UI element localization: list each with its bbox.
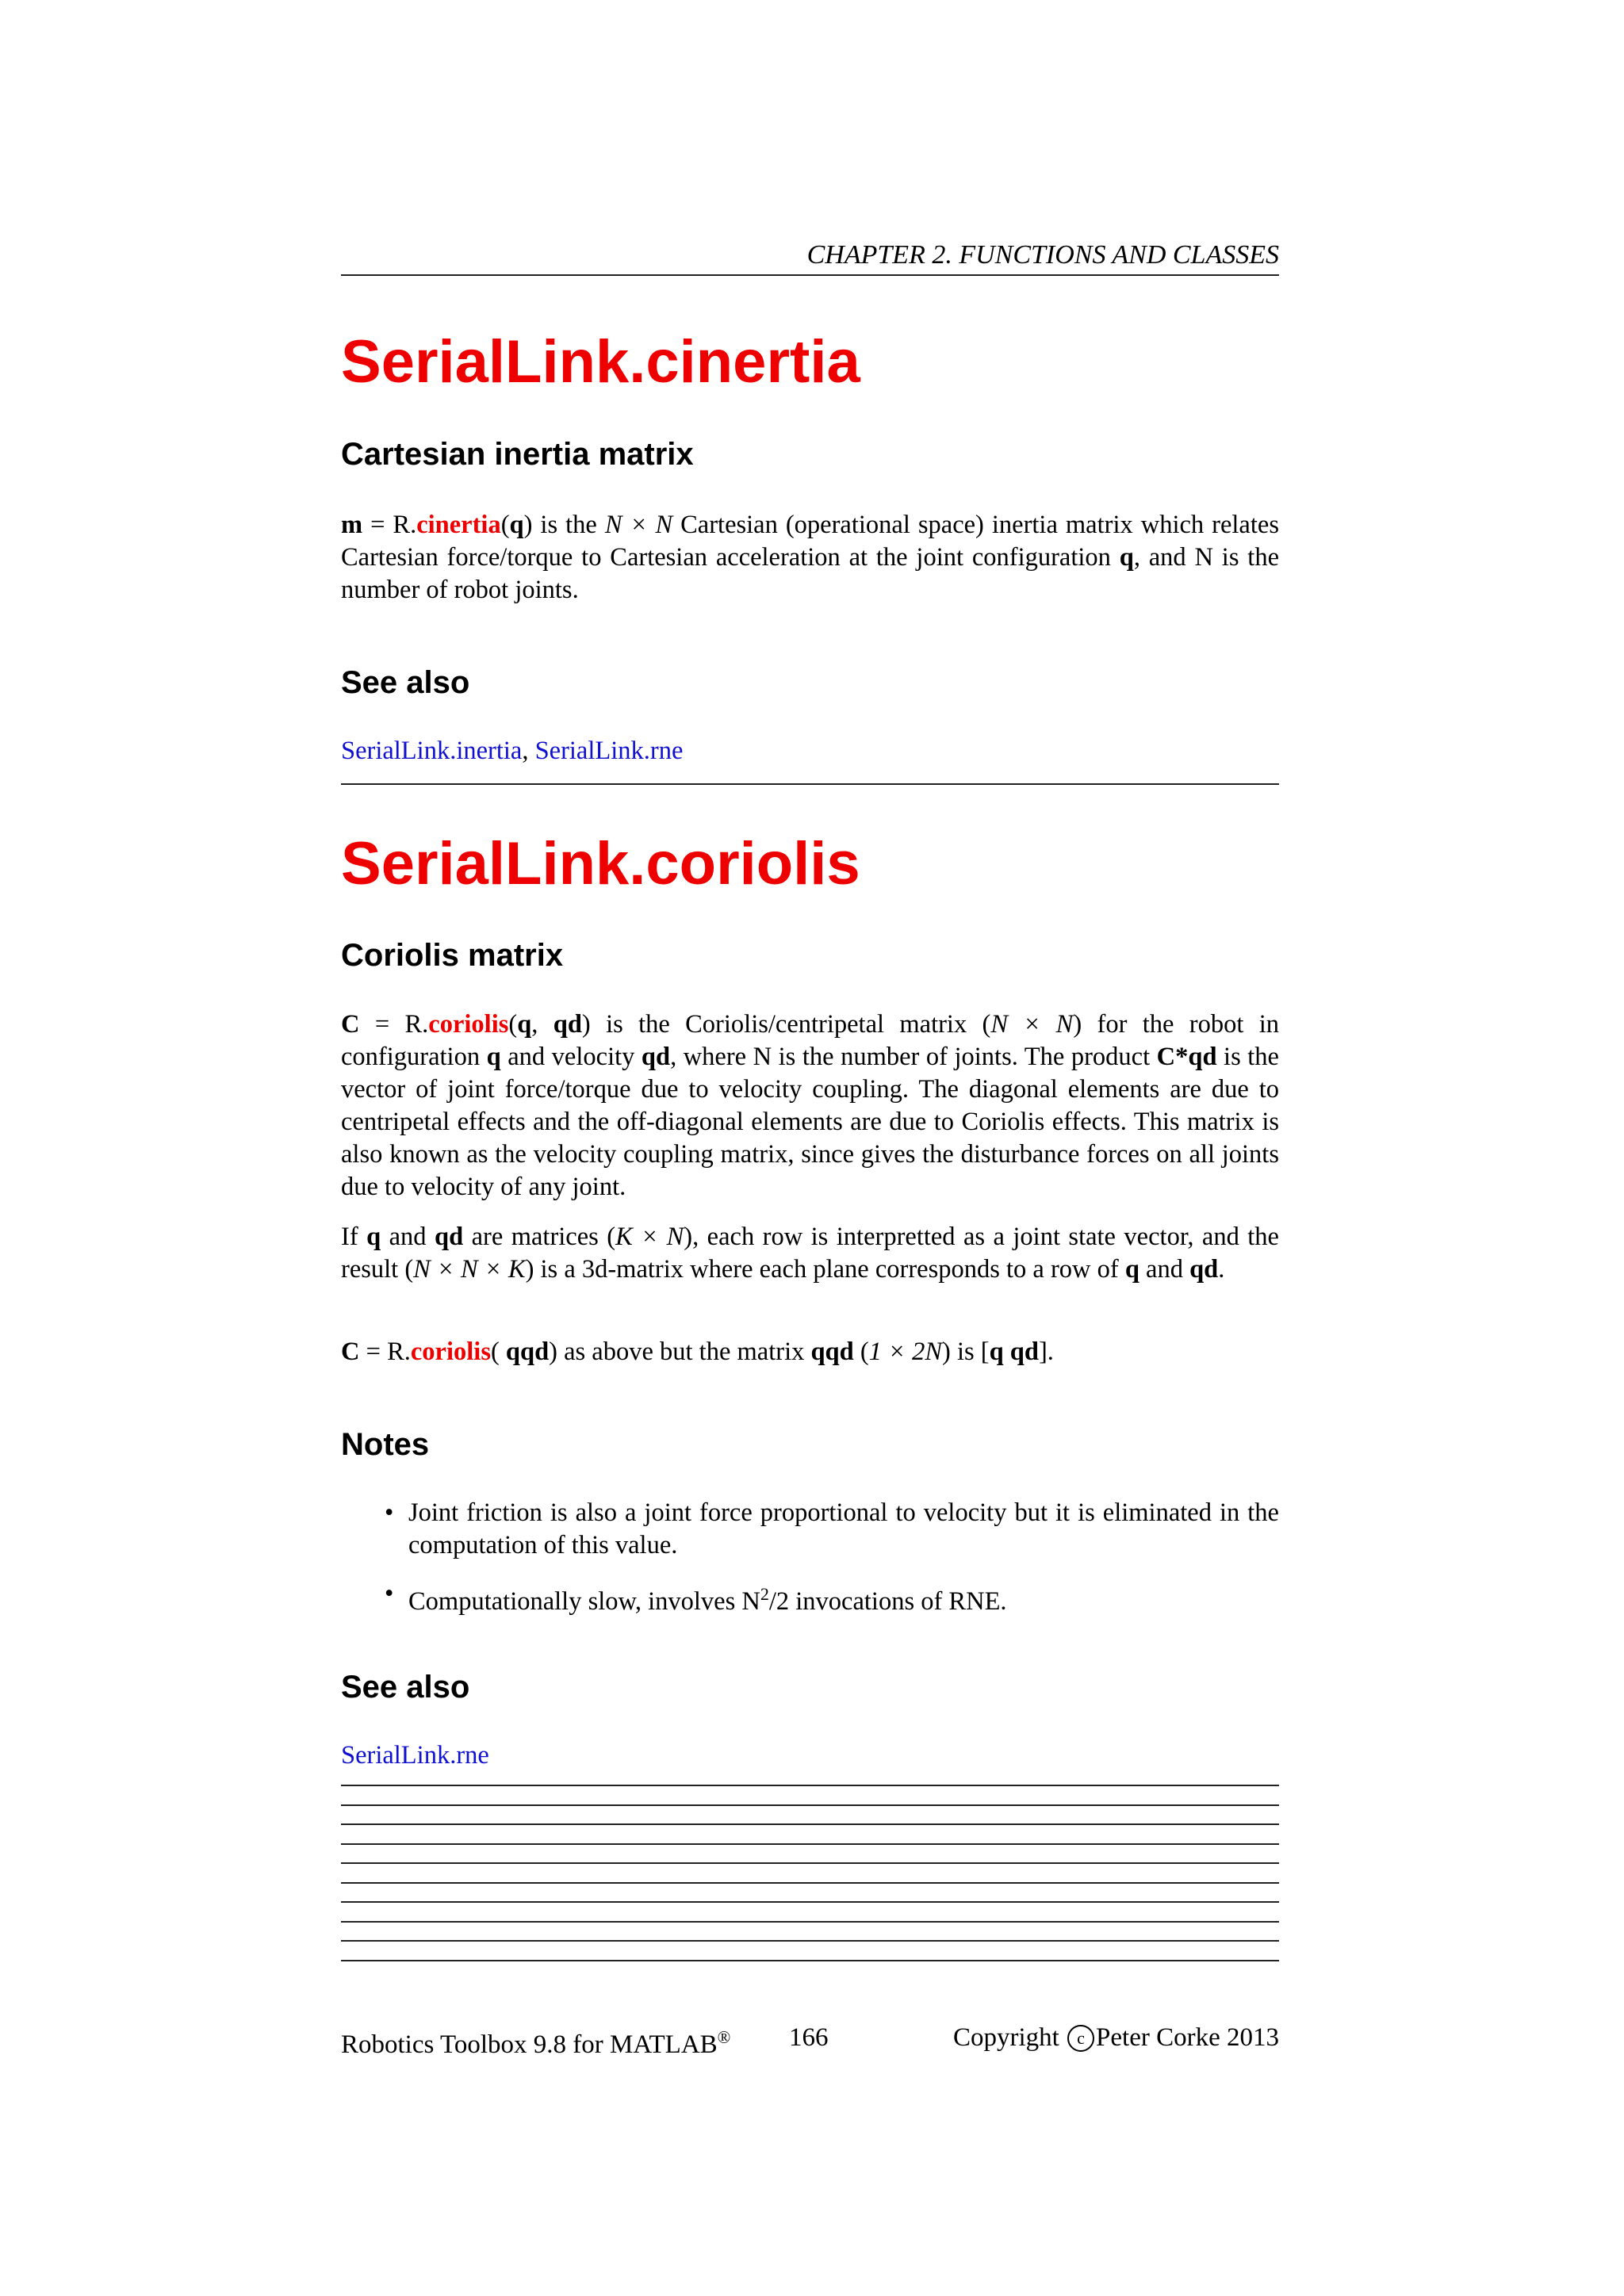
coriolis-qqd-description: C = R.coriolis( qqd) as above but the matrix qqd (1 × 2N) is [q qd]. xyxy=(341,1337,1054,1366)
footer-title: Robotics Toolbox 9.8 for MATLAB® xyxy=(341,2027,731,2059)
divider xyxy=(341,1785,1279,1786)
math-expression: N × N xyxy=(990,1010,1074,1039)
coriolis-see-also-heading: See also xyxy=(341,1670,470,1705)
bullet-icon: • xyxy=(385,1498,394,1527)
coriolis-description: C = R.coriolis(q, qd) is the Coriolis/centripetal matrix (N × N) for the robot in configuration q and velocity qd, where N is the number of joints. The product C*qd is the vector of joint force/torque due to velocity coupling. The diagonal elements are due to centripetal effects and the off-diagonal elements are due to Coriolis effects. This matrix is also known as the velocity coupling matrix, since gives the disturbance forces on all joints due to velocity of any joint. xyxy=(341,1010,1279,1201)
cinertia-description: m = R.cinertia(q) is the N × N Cartesian (operational space) inertia matrix which relates Cartesian force/torque to Cartesian acceleration at the joint configuration q, and N is the number of robot joints. xyxy=(341,511,1279,604)
coriolis-see-also-links xyxy=(341,1739,1279,1772)
divider xyxy=(341,1921,1279,1923)
coriolis-notes-heading: Notes xyxy=(341,1427,430,1462)
page-number: 166 xyxy=(789,2023,829,2052)
math-expression: N × N × K xyxy=(413,1255,526,1284)
divider xyxy=(341,1901,1279,1903)
cinertia-title: SerialLink.cinertia xyxy=(341,328,860,396)
coriolis-notes-list xyxy=(341,1497,1279,1618)
divider xyxy=(341,1804,1279,1806)
math-expression: K × N xyxy=(615,1223,684,1251)
copyright-icon: c xyxy=(1067,2025,1094,2052)
link-seriallink-rne[interactable]: SerialLink.rne xyxy=(534,737,684,765)
coriolis-subtitle: Coriolis matrix xyxy=(341,938,564,973)
divider xyxy=(341,1823,1279,1825)
section-divider xyxy=(341,783,1279,785)
header-rule xyxy=(341,274,1279,276)
divider xyxy=(341,1960,1279,1961)
cinertia-output: m xyxy=(341,511,363,539)
cinertia-see-also-links: SerialLink.inertia, SerialLink.rne xyxy=(341,737,684,765)
cinertia-function-name: cinertia xyxy=(416,511,501,539)
coriolis-output: C xyxy=(341,1010,360,1039)
coriolis-matrix-input-description: If q and qd are matrices (K × N), each row is interpretted as a joint state vector, and the result (N × N × K) is a 3d-matrix where each plane corresponds to a row of q and qd. xyxy=(341,1223,1279,1284)
registered-mark: ® xyxy=(717,2027,731,2047)
section-dividers xyxy=(341,1785,1279,1979)
coriolis-function-name: coriolis xyxy=(410,1337,491,1366)
math-expression: 1 × 2N xyxy=(868,1337,943,1366)
coriolis-title: SerialLink.coriolis xyxy=(341,830,860,897)
list-item: • Computationally slow, involves $N^2/2$ invocations of RNE. xyxy=(385,1579,1007,1616)
link-serallink-inertia[interactable]: SerialLink.inertia xyxy=(341,737,523,765)
cinertia-see-also-heading: See also xyxy=(341,665,470,700)
coriolis-function-name: coriolis xyxy=(428,1010,509,1039)
math-expression: N × N xyxy=(604,511,673,539)
footer-copyright: Copyright c Peter Corke 2013 xyxy=(952,2023,1279,2052)
cinertia-subtitle: Cartesian inertia matrix xyxy=(341,437,694,472)
divider xyxy=(341,1862,1279,1864)
divider xyxy=(341,1882,1279,1884)
link-seriallink-rne[interactable]: SerialLink.rne xyxy=(341,1741,489,1770)
divider xyxy=(341,1940,1279,1942)
list-item: • Joint friction is also a joint force proportional to velocity but it is eliminated in the computation of this value. xyxy=(385,1498,1279,1559)
divider xyxy=(341,1843,1279,1845)
running-head: CHAPTER 2. FUNCTIONS AND CLASSES xyxy=(806,240,1279,270)
bullet-icon: • xyxy=(385,1579,394,1608)
